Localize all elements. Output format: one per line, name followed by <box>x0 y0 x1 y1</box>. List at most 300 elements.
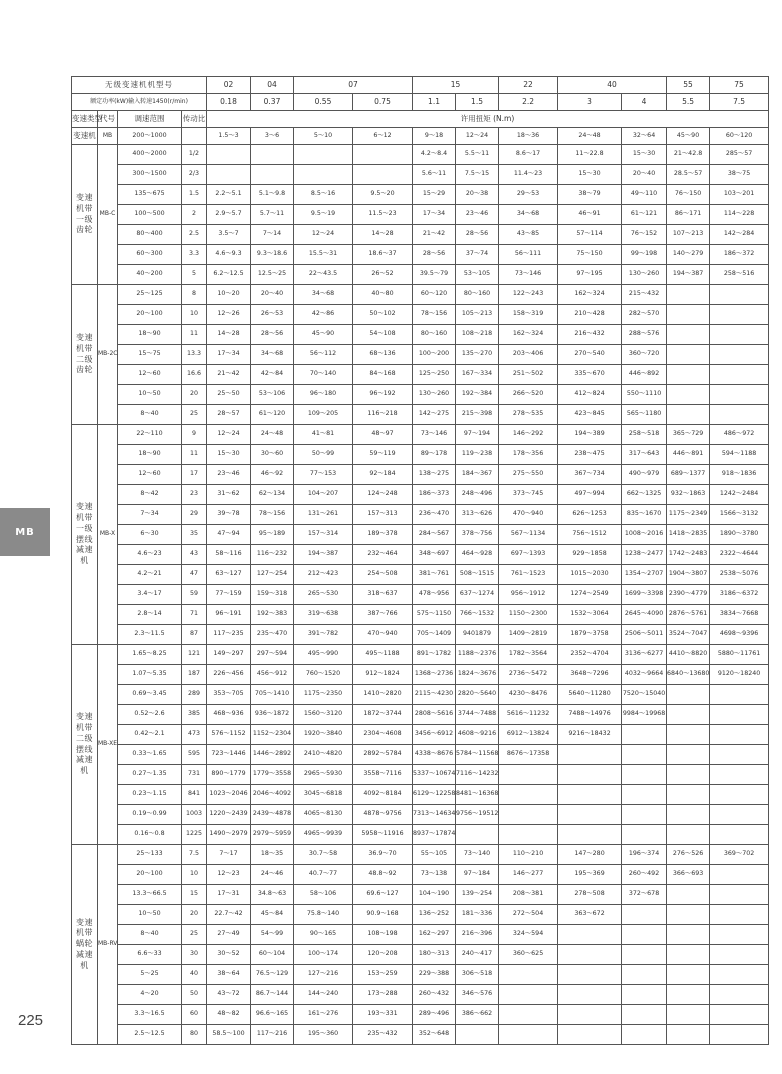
col-code: 代号 <box>98 111 118 128</box>
table-row <box>72 785 769 805</box>
torque-cell: 1008～2016 <box>622 525 667 545</box>
torque-cell <box>710 405 769 425</box>
torque-cell: 8676～17358 <box>499 745 558 765</box>
torque-cell: 107～213 <box>667 225 710 245</box>
torque-cell: 6～12 <box>353 128 413 145</box>
torque-cell: 39～78 <box>207 505 251 525</box>
torque-cell: 55～105 <box>413 845 456 865</box>
speed-range: 22～110 <box>118 425 182 445</box>
torque-cell: 196～374 <box>622 845 667 865</box>
torque-cell: 1354～2707 <box>622 565 667 585</box>
torque-cell: 9.5～19 <box>294 205 353 225</box>
torque-cell: 258～516 <box>710 265 769 285</box>
torque-cell: 373～745 <box>499 485 558 505</box>
torque-cell: 1015～2030 <box>558 565 622 585</box>
torque-cell: 464～928 <box>456 545 499 565</box>
torque-cell: 21～42.8 <box>667 145 710 165</box>
torque-cell: 32～64 <box>622 128 667 145</box>
speed-range: 0.33～1.65 <box>118 745 182 765</box>
table-row <box>72 365 769 385</box>
torque-cell: 17～34 <box>413 205 456 225</box>
speed-range: 10～50 <box>118 385 182 405</box>
torque-cell <box>710 1005 769 1025</box>
speed-range: 1.07～5.35 <box>118 665 182 685</box>
torque-cell <box>622 925 667 945</box>
torque-cell: 313～626 <box>456 505 499 525</box>
col-range: 调速范围 <box>118 111 182 128</box>
torque-cell: 1824～3676 <box>456 665 499 685</box>
torque-cell: 1175～2350 <box>294 685 353 705</box>
ratio: 2 <box>182 205 207 225</box>
torque-cell: 486～972 <box>710 425 769 445</box>
torque-cell: 95～189 <box>251 525 294 545</box>
table-row <box>72 405 769 425</box>
power-value: 5.5 <box>667 94 710 111</box>
torque-cell: 353～705 <box>207 685 251 705</box>
torque-cell: 240～417 <box>456 945 499 965</box>
torque-cell: 508～1515 <box>456 565 499 585</box>
table-row <box>72 425 769 445</box>
torque-cell: 162～297 <box>413 925 456 945</box>
torque-cell: 9401879 <box>456 625 499 645</box>
torque-cell: 4065～8130 <box>294 805 353 825</box>
torque-cell: 30～52 <box>207 945 251 965</box>
class-name: 变速机带二级齿轮 <box>72 285 98 425</box>
torque-cell: 705～1410 <box>251 685 294 705</box>
torque-cell: 446～891 <box>667 445 710 465</box>
ratio: 2.5 <box>182 225 207 245</box>
torque-cell: 50～99 <box>294 445 353 465</box>
torque-cell: 108～198 <box>353 925 413 945</box>
ratio: 15 <box>182 885 207 905</box>
torque-cell: 75～150 <box>558 245 622 265</box>
torque-cell: 7.5～15 <box>456 165 499 185</box>
torque-cell: 24～48 <box>558 128 622 145</box>
torque-cell: 4338～8676 <box>413 745 456 765</box>
table-row <box>72 225 769 245</box>
torque-cell: 1409～2819 <box>499 625 558 645</box>
torque-cell <box>622 965 667 985</box>
torque-cell <box>622 1025 667 1045</box>
torque-cell: 38～75 <box>710 165 769 185</box>
ratio: 80 <box>182 1025 207 1045</box>
torque-cell <box>622 765 667 785</box>
torque-cell: 5616～11232 <box>499 705 558 725</box>
torque-cell: 446～892 <box>622 365 667 385</box>
table-row <box>72 128 769 145</box>
torque-cell: 159～318 <box>251 585 294 605</box>
ratio: 43 <box>182 545 207 565</box>
torque-cell: 97～184 <box>456 865 499 885</box>
speed-range: 0.23～1.15 <box>118 785 182 805</box>
torque-cell: 34～68 <box>251 345 294 365</box>
table-row <box>72 645 769 665</box>
torque-cell: 3045～6818 <box>294 785 353 805</box>
speed-range: 400～2000 <box>118 145 182 165</box>
ratio: 71 <box>182 605 207 625</box>
model-label: 15 <box>413 77 499 94</box>
torque-cell: 186～373 <box>413 485 456 505</box>
torque-cell <box>294 145 353 165</box>
speed-range: 10～50 <box>118 905 182 925</box>
torque-cell: 387～766 <box>353 605 413 625</box>
ratio: 1225 <box>182 825 207 845</box>
class-name: 变速机带一级摆线减速机 <box>72 425 98 645</box>
torque-cell: 891～1782 <box>413 645 456 665</box>
torque-cell: 27～49 <box>207 925 251 945</box>
torque-cell: 48.8～92 <box>353 865 413 885</box>
torque-cell: 15～29 <box>413 185 456 205</box>
torque-cell <box>622 805 667 825</box>
torque-cell: 5～10 <box>294 128 353 145</box>
speed-range: 7～34 <box>118 505 182 525</box>
torque-cell: 689～1377 <box>667 465 710 485</box>
power-value: 2.2 <box>499 94 558 111</box>
torque-cell: 2.9～5.7 <box>207 205 251 225</box>
torque-cell: 49～110 <box>622 185 667 205</box>
torque-cell: 275～550 <box>499 465 558 485</box>
torque-cell: 78～156 <box>413 305 456 325</box>
torque-cell: 212～423 <box>294 565 353 585</box>
torque-cell <box>710 1025 769 1045</box>
torque-cell: 2965～5930 <box>294 765 353 785</box>
torque-cell: 6.2～12.5 <box>207 265 251 285</box>
power-value: 4 <box>622 94 667 111</box>
torque-cell: 7488～14976 <box>558 705 622 725</box>
torque-cell: 2736～5472 <box>499 665 558 685</box>
torque-cell <box>499 985 558 1005</box>
torque-cell: 130～260 <box>413 385 456 405</box>
torque-cell: 346～576 <box>456 985 499 1005</box>
torque-cell: 490～979 <box>622 465 667 485</box>
torque-cell: 288～576 <box>622 325 667 345</box>
table-row <box>72 145 769 165</box>
torque-cell: 4230～8476 <box>499 685 558 705</box>
torque-cell: 119～238 <box>456 445 499 465</box>
torque-cell: 470～940 <box>499 505 558 525</box>
torque-cell: 3648～7296 <box>558 665 622 685</box>
torque-cell <box>667 745 710 765</box>
torque-cell: 89～178 <box>413 445 456 465</box>
torque-cell: 12～24 <box>207 425 251 445</box>
table-row <box>72 905 769 925</box>
speed-range: 18～90 <box>118 445 182 465</box>
table-row <box>72 345 769 365</box>
torque-cell: 70～140 <box>294 365 353 385</box>
torque-cell: 363～672 <box>558 905 622 925</box>
ratio: 25 <box>182 405 207 425</box>
page-number: 225 <box>18 1012 44 1029</box>
torque-cell: 5880～11761 <box>710 645 769 665</box>
torque-cell: 266～520 <box>499 385 558 405</box>
torque-cell: 186～372 <box>710 245 769 265</box>
torque-cell: 723～1446 <box>207 745 251 765</box>
torque-cell: 144～240 <box>294 985 353 1005</box>
torque-cell: 2439～4878 <box>251 805 294 825</box>
torque-cell: 53～106 <box>251 385 294 405</box>
torque-cell: 56～112 <box>294 345 353 365</box>
torque-cell: 11～22.8 <box>558 145 622 165</box>
torque-cell: 1274～2549 <box>558 585 622 605</box>
torque-cell: 1566～3132 <box>710 505 769 525</box>
torque-cell <box>667 1005 710 1025</box>
torque-cell: 1879～3758 <box>558 625 622 645</box>
torque-cell: 1.5～3 <box>207 128 251 145</box>
torque-cell: 96～191 <box>207 605 251 625</box>
power-value: 0.18 <box>207 94 251 111</box>
torque-cell: 5958～11916 <box>353 825 413 845</box>
torque-cell: 2820～5640 <box>456 685 499 705</box>
torque-cell: 1418～2835 <box>667 525 710 545</box>
torque-cell: 386～662 <box>456 1005 499 1025</box>
torque-cell: 140～279 <box>667 245 710 265</box>
torque-cell: 146～292 <box>499 425 558 445</box>
ratio: 30 <box>182 945 207 965</box>
torque-cell: 1532～3064 <box>558 605 622 625</box>
ratio: 29 <box>182 505 207 525</box>
ratio: 3.3 <box>182 245 207 265</box>
header-row-columns <box>72 111 769 128</box>
torque-cell: 45～90 <box>294 325 353 345</box>
torque-cell <box>710 985 769 1005</box>
torque-cell: 54～108 <box>353 325 413 345</box>
speed-range: 0.42～2.1 <box>118 725 182 745</box>
speed-range: 80～400 <box>118 225 182 245</box>
torque-cell: 5784～11568 <box>456 745 499 765</box>
torque-cell: 1872～3744 <box>353 705 413 725</box>
torque-cell <box>251 145 294 165</box>
torque-cell: 43～85 <box>499 225 558 245</box>
torque-cell: 37～74 <box>456 245 499 265</box>
speed-range: 200～1000 <box>118 128 182 145</box>
torque-cell: 109～205 <box>294 405 353 425</box>
speed-range: 100～500 <box>118 205 182 225</box>
torque-cell: 2.2～5.1 <box>207 185 251 205</box>
torque-cell: 1446～2892 <box>251 745 294 765</box>
table-row <box>72 985 769 1005</box>
torque-cell: 96～180 <box>294 385 353 405</box>
torque-cell <box>499 1025 558 1045</box>
torque-cell <box>558 1005 622 1025</box>
torque-cell: 1175～2349 <box>667 505 710 525</box>
torque-cell <box>622 905 667 925</box>
torque-cell: 697～1393 <box>499 545 558 565</box>
torque-cell <box>207 145 251 165</box>
torque-cell: 2304～4608 <box>353 725 413 745</box>
torque-cell <box>251 165 294 185</box>
table-row <box>72 725 769 745</box>
power-value: 1.5 <box>456 94 499 111</box>
torque-cell: 167～334 <box>456 365 499 385</box>
class-name: 变速机带一级齿轮 <box>72 145 98 285</box>
torque-cell: 105～213 <box>456 305 499 325</box>
torque-cell: 100～200 <box>413 345 456 365</box>
torque-cell: 142～284 <box>710 225 769 245</box>
torque-cell: 2506～5011 <box>622 625 667 645</box>
torque-cell: 5.1～9.8 <box>251 185 294 205</box>
torque-cell: 86.7～144 <box>251 985 294 1005</box>
torque-cell: 47～94 <box>207 525 251 545</box>
torque-cell: 226～456 <box>207 665 251 685</box>
table-row <box>72 825 769 845</box>
torque-cell: 14～28 <box>207 325 251 345</box>
table-row <box>72 565 769 585</box>
torque-cell <box>710 705 769 725</box>
speed-range: 0.16～0.8 <box>118 825 182 845</box>
torque-cell: 139～254 <box>456 885 499 905</box>
speed-range: 2.5～12.5 <box>118 1025 182 1045</box>
torque-cell: 7520～15040 <box>622 685 667 705</box>
ratio: 8 <box>182 285 207 305</box>
torque-cell: 2892～5784 <box>353 745 413 765</box>
torque-cell: 265～530 <box>294 585 353 605</box>
torque-cell: 7～17 <box>207 845 251 865</box>
torque-cell <box>710 685 769 705</box>
torque-cell <box>667 385 710 405</box>
torque-cell: 60～120 <box>710 128 769 145</box>
table-row <box>72 765 769 785</box>
torque-cell: 195～360 <box>294 1025 353 1045</box>
torque-cell: 54～99 <box>251 925 294 945</box>
torque-cell: 40.7～77 <box>294 865 353 885</box>
torque-cell: 153～259 <box>353 965 413 985</box>
torque-cell: 1242～2484 <box>710 485 769 505</box>
torque-cell: 103～201 <box>710 185 769 205</box>
torque-cell: 216～396 <box>456 925 499 945</box>
torque-cell: 352～648 <box>413 1025 456 1045</box>
ratio: 60 <box>182 1005 207 1025</box>
torque-cell <box>667 885 710 905</box>
torque-cell: 31～62 <box>207 485 251 505</box>
torque-label: 许用扭矩 (N.m) <box>207 111 769 128</box>
model-label: 04 <box>251 77 294 94</box>
torque-cell <box>710 365 769 385</box>
torque-cell: 100～174 <box>294 945 353 965</box>
torque-cell: 297～594 <box>251 645 294 665</box>
speed-range: 4.2～21 <box>118 565 182 585</box>
torque-cell: 210～428 <box>558 305 622 325</box>
torque-cell: 229～388 <box>413 965 456 985</box>
torque-cell: 9756～19512 <box>456 805 499 825</box>
torque-cell <box>558 945 622 965</box>
torque-cell <box>667 825 710 845</box>
torque-cell: 9～18 <box>413 128 456 145</box>
torque-cell: 5337～10674 <box>413 765 456 785</box>
torque-cell: 3.5～7 <box>207 225 251 245</box>
torque-cell: 366～693 <box>667 865 710 885</box>
torque-cell: 116～232 <box>251 545 294 565</box>
torque-cell <box>667 685 710 705</box>
torque-cell: 194～387 <box>294 545 353 565</box>
torque-cell: 912～1824 <box>353 665 413 685</box>
torque-cell: 12～23 <box>207 865 251 885</box>
torque-cell: 76～152 <box>622 225 667 245</box>
torque-cell: 147～280 <box>558 845 622 865</box>
torque-cell <box>499 785 558 805</box>
torque-cell: 495～1188 <box>353 645 413 665</box>
ratio: 841 <box>182 785 207 805</box>
speed-range: 25～125 <box>118 285 182 305</box>
table-row <box>72 205 769 225</box>
torque-cell: 1368～2736 <box>413 665 456 685</box>
ratio: 5 <box>182 265 207 285</box>
torque-cell: 34～68 <box>499 205 558 225</box>
torque-cell: 594～1188 <box>710 445 769 465</box>
ratio: 11 <box>182 325 207 345</box>
torque-cell: 5.6～11 <box>413 165 456 185</box>
torque-cell: 276～526 <box>667 845 710 865</box>
torque-cell: 194～387 <box>667 265 710 285</box>
power-value: 3 <box>558 94 622 111</box>
torque-cell: 278～508 <box>558 885 622 905</box>
torque-cell: 192～383 <box>251 605 294 625</box>
torque-cell: 149～297 <box>207 645 251 665</box>
torque-cell: 42～84 <box>251 365 294 385</box>
class-code: MB-2C <box>98 285 118 425</box>
table-row <box>72 865 769 885</box>
torque-cell <box>710 925 769 945</box>
torque-cell: 15～30 <box>558 165 622 185</box>
torque-cell <box>558 785 622 805</box>
speed-range: 8～42 <box>118 485 182 505</box>
torque-cell: 835～1670 <box>622 505 667 525</box>
torque-cell <box>667 285 710 305</box>
torque-cell <box>558 765 622 785</box>
table-row <box>72 265 769 285</box>
torque-cell: 1220～2439 <box>207 805 251 825</box>
ratio: 25 <box>182 925 207 945</box>
torque-cell <box>456 1025 499 1045</box>
torque-cell: 235～432 <box>353 1025 413 1045</box>
section-tab: MB <box>0 508 50 556</box>
torque-cell: 208～381 <box>499 885 558 905</box>
ratio: 731 <box>182 765 207 785</box>
torque-cell <box>710 385 769 405</box>
torque-cell: 1560～3120 <box>294 705 353 725</box>
table-row <box>72 885 769 905</box>
torque-cell: 58.5～100 <box>207 1025 251 1045</box>
speed-range: 12～60 <box>118 465 182 485</box>
torque-cell: 138～275 <box>413 465 456 485</box>
torque-cell: 96.6～165 <box>251 1005 294 1025</box>
torque-cell: 1238～2477 <box>622 545 667 565</box>
torque-cell: 4032～9664 <box>622 665 667 685</box>
torque-cell <box>710 765 769 785</box>
torque-cell <box>622 985 667 1005</box>
torque-cell: 2410～4820 <box>294 745 353 765</box>
torque-cell: 1410～2820 <box>353 685 413 705</box>
speed-range: 1.65～8.25 <box>118 645 182 665</box>
torque-cell: 3834～7668 <box>710 605 769 625</box>
torque-cell: 28.5～57 <box>667 165 710 185</box>
power-value: 0.37 <box>251 94 294 111</box>
torque-cell: 162～324 <box>499 325 558 345</box>
torque-cell: 77～159 <box>207 585 251 605</box>
torque-cell: 84～168 <box>353 365 413 385</box>
torque-cell: 34～68 <box>294 285 353 305</box>
torque-cell: 360～720 <box>622 345 667 365</box>
table-row <box>72 965 769 985</box>
torque-cell <box>558 965 622 985</box>
torque-cell: 48～97 <box>353 425 413 445</box>
torque-cell <box>667 925 710 945</box>
torque-cell: 766～1532 <box>456 605 499 625</box>
torque-cell: 662～1325 <box>622 485 667 505</box>
torque-cell: 236～470 <box>413 505 456 525</box>
torque-cell: 23～46 <box>456 205 499 225</box>
torque-cell: 86～171 <box>667 205 710 225</box>
torque-cell <box>667 345 710 365</box>
